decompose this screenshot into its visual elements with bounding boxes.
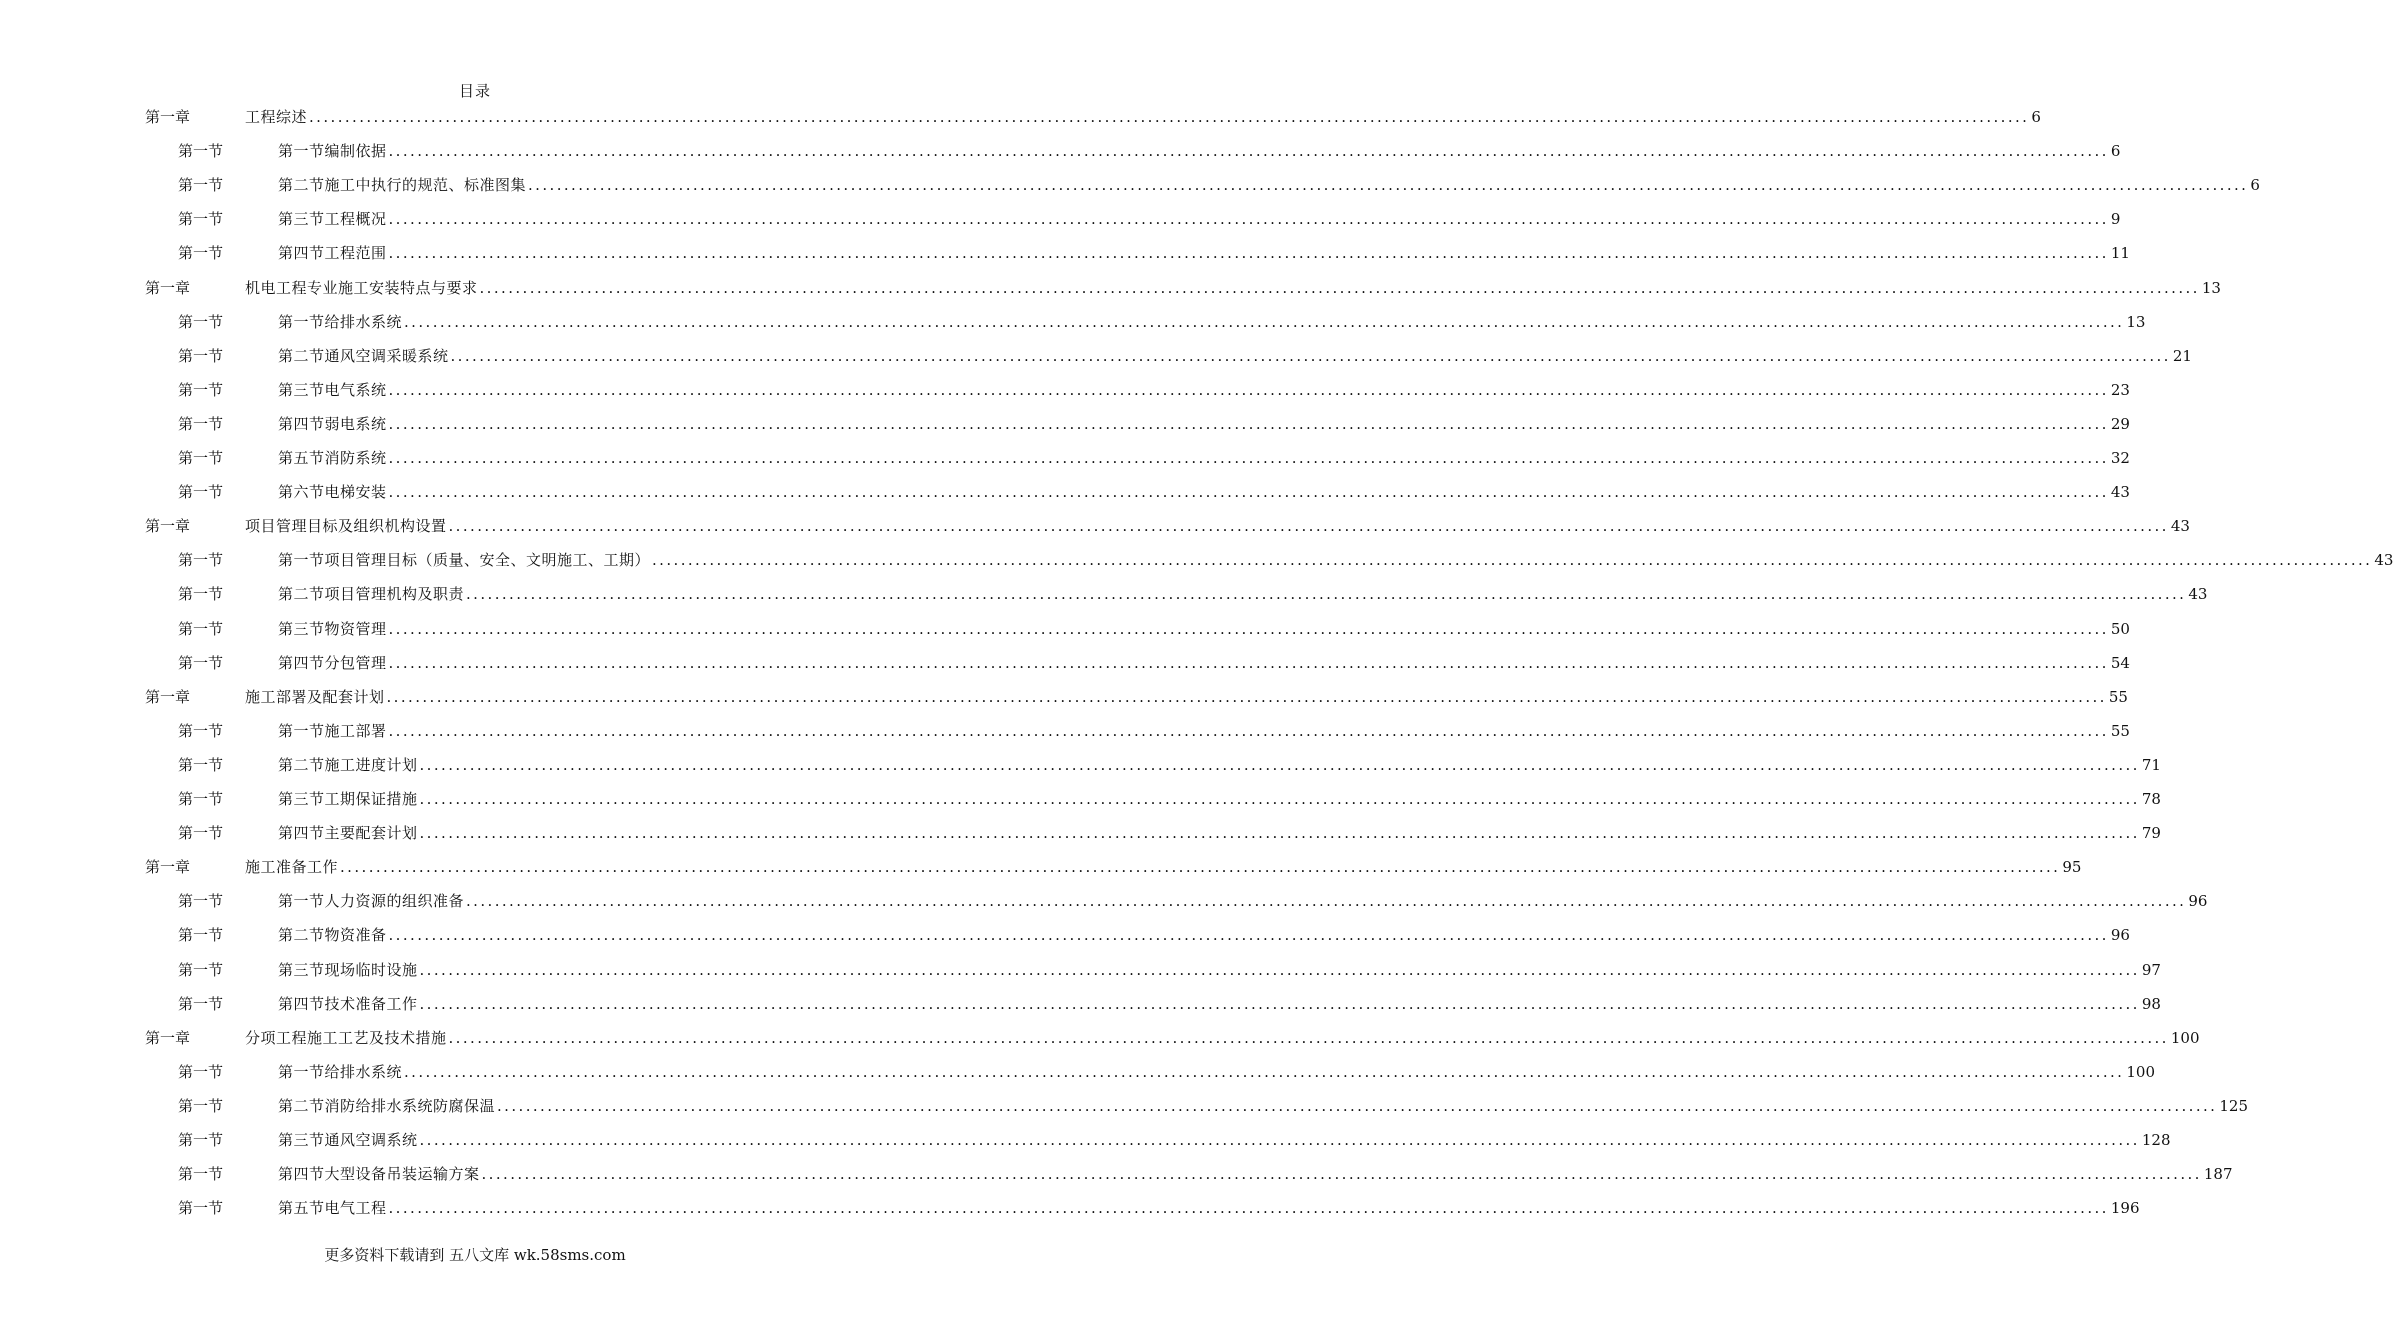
toc-page-number: 55 xyxy=(2110,721,2130,740)
toc-section-row[interactable] xyxy=(178,1191,2140,1225)
toc-dot-leader: ................................................................................................................................................................................................................................................ xyxy=(419,960,2140,979)
toc-entry-title: 第二节物资准备 xyxy=(278,926,387,945)
toc-entry-label: 第一节 xyxy=(178,790,224,808)
toc-section-row[interactable] xyxy=(178,1157,2233,1191)
toc-page-number: 6 xyxy=(2110,142,2121,161)
toc-section-row[interactable] xyxy=(178,612,2130,646)
toc-page-number: 96 xyxy=(2110,926,2130,945)
toc-entry-title: 第一节项目管理目标（质量、安全、文明施工、工期） xyxy=(278,551,651,570)
toc-entry-label: 第一章 xyxy=(145,278,191,297)
toc-dot-leader: ................................................................................................................................................................................................................................................ xyxy=(481,1165,2202,1184)
toc-dot-leader: ................................................................................................................................................................................................................................................ xyxy=(466,585,2187,604)
toc-entry-title: 第二节消防给排水系统防腐保温 xyxy=(278,1096,496,1115)
toc-page-number: 78 xyxy=(2141,790,2161,808)
toc-entry-label: 第一节 xyxy=(178,483,224,502)
toc-page-number: 23 xyxy=(2110,380,2130,399)
toc-entry-title: 施工准备工作 xyxy=(245,858,339,877)
toc-entry-title: 分项工程施工工艺及技术措施 xyxy=(245,1028,447,1047)
toc-page-number: 55 xyxy=(2108,687,2128,706)
toc-dot-leader: ................................................................................................................................................................................................................................................ xyxy=(388,142,2109,161)
toc-page-number: 43 xyxy=(2374,551,2393,570)
toc-entry-label: 第一节 xyxy=(178,551,224,570)
toc-entry-title: 第二节施工进度计划 xyxy=(278,755,418,774)
toc-page-number: 95 xyxy=(2062,858,2082,877)
toc-section-row[interactable] xyxy=(178,543,2393,577)
toc-dot-leader: ................................................................................................................................................................................................................................................ xyxy=(419,1131,2140,1149)
toc-section-row[interactable] xyxy=(178,953,2161,987)
toc-dot-leader: ................................................................................................................................................................................................................................................ xyxy=(386,687,2107,706)
toc-entry-label: 第一章 xyxy=(145,108,191,126)
toc-dot-leader: ................................................................................................................................................................................................................................................ xyxy=(448,517,2169,536)
toc-entry-label: 第一章 xyxy=(145,687,191,706)
toc-entry-label: 第一节 xyxy=(178,449,224,467)
toc-section-row[interactable] xyxy=(178,782,2161,816)
toc-entry-label: 第一节 xyxy=(178,755,224,774)
toc-page-number: 98 xyxy=(2141,994,2161,1013)
toc-page-number: 54 xyxy=(2110,653,2130,672)
toc-page-number: 97 xyxy=(2141,960,2161,979)
toc-entry-label: 第一节 xyxy=(178,619,224,638)
toc-section-row[interactable] xyxy=(178,1055,2155,1089)
toc-page-number: 9 xyxy=(2110,210,2121,229)
toc-page-number: 50 xyxy=(2110,619,2130,638)
toc-entry-label: 第一节 xyxy=(178,892,224,911)
toc-entry-label: 第一节 xyxy=(178,142,224,161)
toc-entry-label: 第一节 xyxy=(178,346,224,365)
toc-dot-leader: ................................................................................................................................................................................................................................................ xyxy=(419,824,2140,843)
toc-section-row[interactable] xyxy=(178,441,2130,475)
toc-entry-title: 工程综述 xyxy=(245,108,308,126)
toc-entry-label: 第一节 xyxy=(178,176,224,195)
toc-entry-title: 第四节技术准备工作 xyxy=(278,994,418,1013)
toc-dot-leader: ................................................................................................................................................................................................................................................ xyxy=(388,244,2109,263)
toc-dot-leader: ................................................................................................................................................................................................................................................ xyxy=(388,1199,2109,1218)
toc-entry-label: 第一节 xyxy=(178,380,224,399)
toc-page-number: 196 xyxy=(2110,1199,2140,1218)
toc-section-row[interactable] xyxy=(178,339,2192,373)
toc-entry-label: 第一节 xyxy=(178,721,224,740)
toc-dot-leader: ................................................................................................................................................................................................................................................ xyxy=(419,790,2140,808)
toc-section-row[interactable] xyxy=(178,748,2161,782)
toc-section-row[interactable] xyxy=(178,646,2130,680)
toc-chapter-row[interactable] xyxy=(145,850,2082,884)
toc-entry-label: 第一节 xyxy=(178,994,224,1013)
toc-entry-label: 第一节 xyxy=(178,312,224,331)
toc-page-number: 96 xyxy=(2188,892,2208,911)
toc-page-number: 11 xyxy=(2110,244,2130,263)
toc-page-number: 6 xyxy=(2250,176,2260,195)
toc-entry-title: 第三节工程概况 xyxy=(278,210,387,229)
toc-entry-title: 第二节项目管理机构及职责 xyxy=(278,585,465,604)
toc-chapter-row[interactable] xyxy=(145,100,2041,134)
toc-page-number: 29 xyxy=(2110,414,2130,433)
toc-dot-leader: ................................................................................................................................................................................................................................................ xyxy=(388,926,2109,945)
toc-dot-leader: ................................................................................................................................................................................................................................................ xyxy=(466,892,2187,911)
toc-page-number: 43 xyxy=(2110,483,2130,502)
toc-entry-title: 第三节通风空调系统 xyxy=(278,1131,418,1149)
toc-title: 目录 xyxy=(458,82,491,100)
toc-entry-title: 第四节工程范围 xyxy=(278,244,387,263)
toc-chapter-row[interactable] xyxy=(145,509,2190,543)
toc-dot-leader: ................................................................................................................................................................................................................................................ xyxy=(479,278,2200,297)
toc-entry-title: 第一节给排水系统 xyxy=(278,1062,403,1081)
toc-page-number: 13 xyxy=(2126,312,2146,331)
toc-entry-title: 第四节主要配套计划 xyxy=(278,824,418,843)
toc-entry-title: 机电工程专业施工安装特点与要求 xyxy=(245,278,478,297)
toc-dot-leader: ................................................................................................................................................................................................................................................ xyxy=(388,380,2109,399)
toc-chapter-row[interactable] xyxy=(145,680,2128,714)
toc-entry-title: 第一节给排水系统 xyxy=(278,312,403,331)
toc-entry-title: 第四节大型设备吊装运输方案 xyxy=(278,1165,480,1184)
toc-entry-label: 第一节 xyxy=(178,244,224,263)
toc-entry-label: 第一节 xyxy=(178,926,224,945)
toc-section-row[interactable] xyxy=(178,1123,2171,1157)
toc-page-number: 128 xyxy=(2141,1131,2171,1149)
toc-page-number: 43 xyxy=(2188,585,2208,604)
toc-entry-label: 第一章 xyxy=(145,1028,191,1047)
toc-page-number: 187 xyxy=(2203,1165,2233,1184)
toc-chapter-row[interactable] xyxy=(145,271,2221,305)
toc-entry-title: 第四节分包管理 xyxy=(278,653,387,672)
toc-entry-label: 第一节 xyxy=(178,1165,224,1184)
toc-section-row[interactable] xyxy=(178,577,2208,611)
toc-dot-leader: ................................................................................................................................................................................................................................................ xyxy=(419,755,2140,774)
toc-section-row[interactable] xyxy=(178,168,2260,202)
toc-entry-title: 第二节施工中执行的规范、标准图集 xyxy=(278,176,527,195)
toc-entry-title: 第五节电气工程 xyxy=(278,1199,387,1218)
toc-entry-label: 第一节 xyxy=(178,653,224,672)
toc-page-number: 21 xyxy=(2172,346,2192,365)
toc-entry-label: 第一节 xyxy=(178,1062,224,1081)
toc-section-row[interactable] xyxy=(178,475,2130,509)
toc-page-number: 6 xyxy=(2031,108,2041,126)
toc-section-row[interactable] xyxy=(178,305,2146,339)
toc-section-row[interactable] xyxy=(178,816,2161,850)
toc-dot-leader: ................................................................................................................................................................................................................................................ xyxy=(309,108,2030,126)
toc-entry-label: 第一节 xyxy=(178,414,224,433)
toc-dot-leader: ................................................................................................................................................................................................................................................ xyxy=(419,994,2140,1013)
toc-page-number: 100 xyxy=(2170,1028,2200,1047)
toc-dot-leader: ................................................................................................................................................................................................................................................ xyxy=(448,1028,2169,1047)
toc-entry-label: 第一章 xyxy=(145,517,191,536)
toc-page-number: 13 xyxy=(2201,278,2221,297)
toc-entry-label: 第一章 xyxy=(145,858,191,877)
toc-entry-title: 第六节电梯安装 xyxy=(278,483,387,502)
toc-entry-title: 项目管理目标及组织机构设置 xyxy=(245,517,447,536)
toc-entry-label: 第一节 xyxy=(178,960,224,979)
toc-dot-leader: ................................................................................................................................................................................................................................................ xyxy=(528,176,2249,195)
toc-entry-label: 第一节 xyxy=(178,1131,224,1149)
toc-entry-title: 第三节电气系统 xyxy=(278,380,387,399)
toc-entry-label: 第一节 xyxy=(178,1096,224,1115)
toc-dot-leader: ................................................................................................................................................................................................................................................ xyxy=(450,346,2171,365)
toc-dot-leader: ................................................................................................................................................................................................................................................ xyxy=(388,414,2109,433)
toc-dot-leader: ................................................................................................................................................................................................................................................ xyxy=(388,653,2109,672)
toc-entry-title: 第二节通风空调采暖系统 xyxy=(278,346,449,365)
toc-entry-label: 第一节 xyxy=(178,824,224,843)
toc-page-number: 125 xyxy=(2219,1096,2248,1115)
toc-entry-label: 第一节 xyxy=(178,585,224,604)
toc-entry-title: 第三节现场临时设施 xyxy=(278,960,418,979)
toc-section-row[interactable] xyxy=(178,987,2161,1021)
toc-dot-leader: ................................................................................................................................................................................................................................................ xyxy=(388,210,2109,229)
toc-dot-leader: ................................................................................................................................................................................................................................................ xyxy=(404,312,2125,331)
toc-dot-leader: ................................................................................................................................................................................................................................................ xyxy=(388,619,2109,638)
toc-section-row[interactable] xyxy=(178,202,2121,236)
toc-chapter-row[interactable] xyxy=(145,1021,2200,1055)
toc-section-row[interactable] xyxy=(178,1089,2248,1123)
toc-entry-title: 第一节施工部署 xyxy=(278,721,387,740)
toc-page-number: 43 xyxy=(2170,517,2190,536)
toc-section-row[interactable] xyxy=(178,884,2208,918)
toc-dot-leader: ................................................................................................................................................................................................................................................ xyxy=(404,1062,2125,1081)
toc-dot-leader: ................................................................................................................................................................................................................................................ xyxy=(388,483,2109,502)
toc-page-number: 100 xyxy=(2126,1062,2155,1081)
toc-entry-title: 第三节工期保证措施 xyxy=(278,790,418,808)
toc-section-row[interactable] xyxy=(178,236,2130,270)
toc-page-number: 32 xyxy=(2110,449,2130,467)
toc-section-row[interactable] xyxy=(178,407,2130,441)
toc-section-row[interactable] xyxy=(178,714,2130,748)
toc-entry-title: 第五节消防系统 xyxy=(278,449,387,467)
toc-page-number: 79 xyxy=(2141,824,2161,843)
toc-entry-title: 第一节人力资源的组织准备 xyxy=(278,892,465,911)
toc-section-row[interactable] xyxy=(178,373,2130,407)
toc-dot-leader: ................................................................................................................................................................................................................................................ xyxy=(652,551,2373,570)
toc-dot-leader: ................................................................................................................................................................................................................................................ xyxy=(497,1096,2218,1115)
toc-entry-title: 第一节编制依据 xyxy=(278,142,387,161)
toc-entry-title: 施工部署及配套计划 xyxy=(245,687,385,706)
toc-entry-title: 第四节弱电系统 xyxy=(278,414,387,433)
toc-entry-title: 第三节物资管理 xyxy=(278,619,387,638)
toc-entry-label: 第一节 xyxy=(178,210,224,229)
footer-text: 更多资料下载请到 五八文库 wk.58sms.com xyxy=(324,1246,626,1264)
toc-section-row[interactable] xyxy=(178,134,2121,168)
toc-entry-label: 第一节 xyxy=(178,1199,224,1218)
toc-dot-leader: ................................................................................................................................................................................................................................................ xyxy=(388,449,2109,467)
toc-dot-leader: ................................................................................................................................................................................................................................................ xyxy=(388,721,2109,740)
toc-dot-leader: ................................................................................................................................................................................................................................................ xyxy=(340,858,2061,877)
toc-page-number: 71 xyxy=(2141,755,2161,774)
toc-section-row[interactable] xyxy=(178,918,2130,952)
